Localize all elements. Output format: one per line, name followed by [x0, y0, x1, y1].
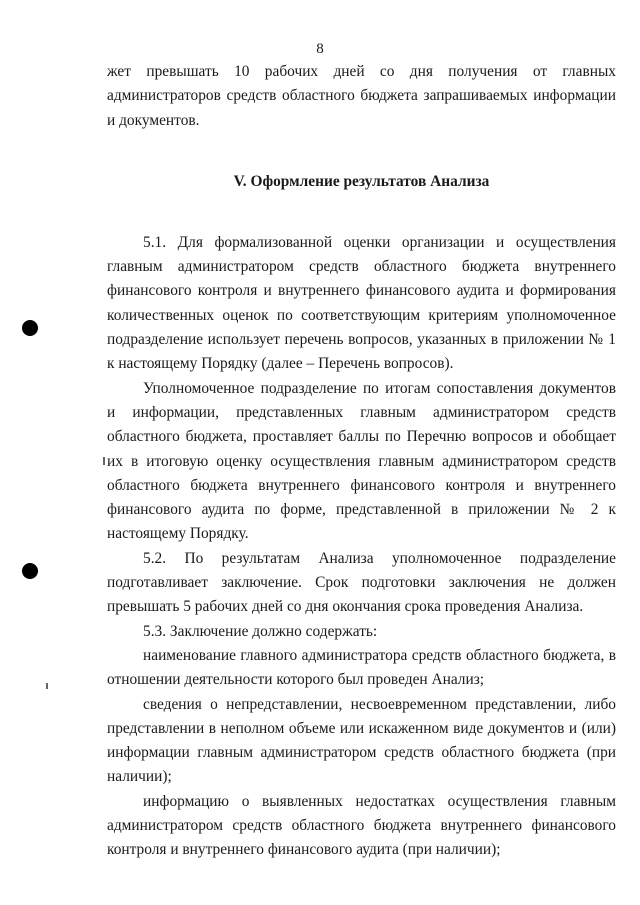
paragraph-5-3: 5.3. Заключение должно содержать: [143, 622, 378, 640]
paragraph-continuation: жет превышать 10 рабочих дней со дня получения от главных администраторов средств областного бюджета запрашиваемых информации и документов. [107, 63, 616, 129]
scan-speck [103, 457, 105, 465]
hole-punch-mark [22, 563, 38, 579]
section-heading: V. Оформление результатов Анализа [233, 172, 490, 190]
document-body [107, 60, 616, 863]
paragraph-scoring: Уполномоченное подразделение по итогам сопоставления документов и информации, представленных главным администратором средств областного бюджета, проставляет баллы по Перечню вопросов и обобщает их в итоговую оценку осуществления главным администратором средств областного бюджета внутреннего финансового контроля и внутреннего финансового аудита по форме, представленной в приложении № 2 к настоящему Порядку. [107, 379, 616, 543]
paragraph-5-1: 5.1. Для формализованной оценки организации и осуществления главным администратором средств областного бюджета внутреннего финансового контроля и внутреннего финансового аудита и формирования количественных оценок по соответствующим критериям уполномоченное подразделение использует перечень вопросов, указанных в приложении № 1 к настоящему Порядку (далее – Перечень вопросов). [107, 233, 616, 373]
list-item-name: наименование главного администратора средств областного бюджета, в отношении деятельности которого был проведен Анализ; [107, 646, 616, 689]
hole-punch-mark [22, 320, 38, 336]
paragraph-5-2: 5.2. По результатам Анализа уполномоченное подразделение подготавливает заключение. Срок подготовки заключения не должен превышать 5 рабочих дней со дня окончания срока проведения Анализа. [107, 549, 616, 616]
page-number: 8 [316, 41, 324, 57]
list-item-information: сведения о непредставлении, несвоевременном представлении, либо представлении в неполном объеме или искаженном виде документов и (или) информации главным администратором средств областного бюджета (при наличии); [107, 695, 616, 786]
list-item-shortcomings: информацию о выявленных недостатках осуществления главным администратором средств областного бюджета внутреннего финансового контроля и внутреннего финансового аудита (при наличии); [107, 792, 616, 859]
scan-speck [46, 683, 48, 689]
